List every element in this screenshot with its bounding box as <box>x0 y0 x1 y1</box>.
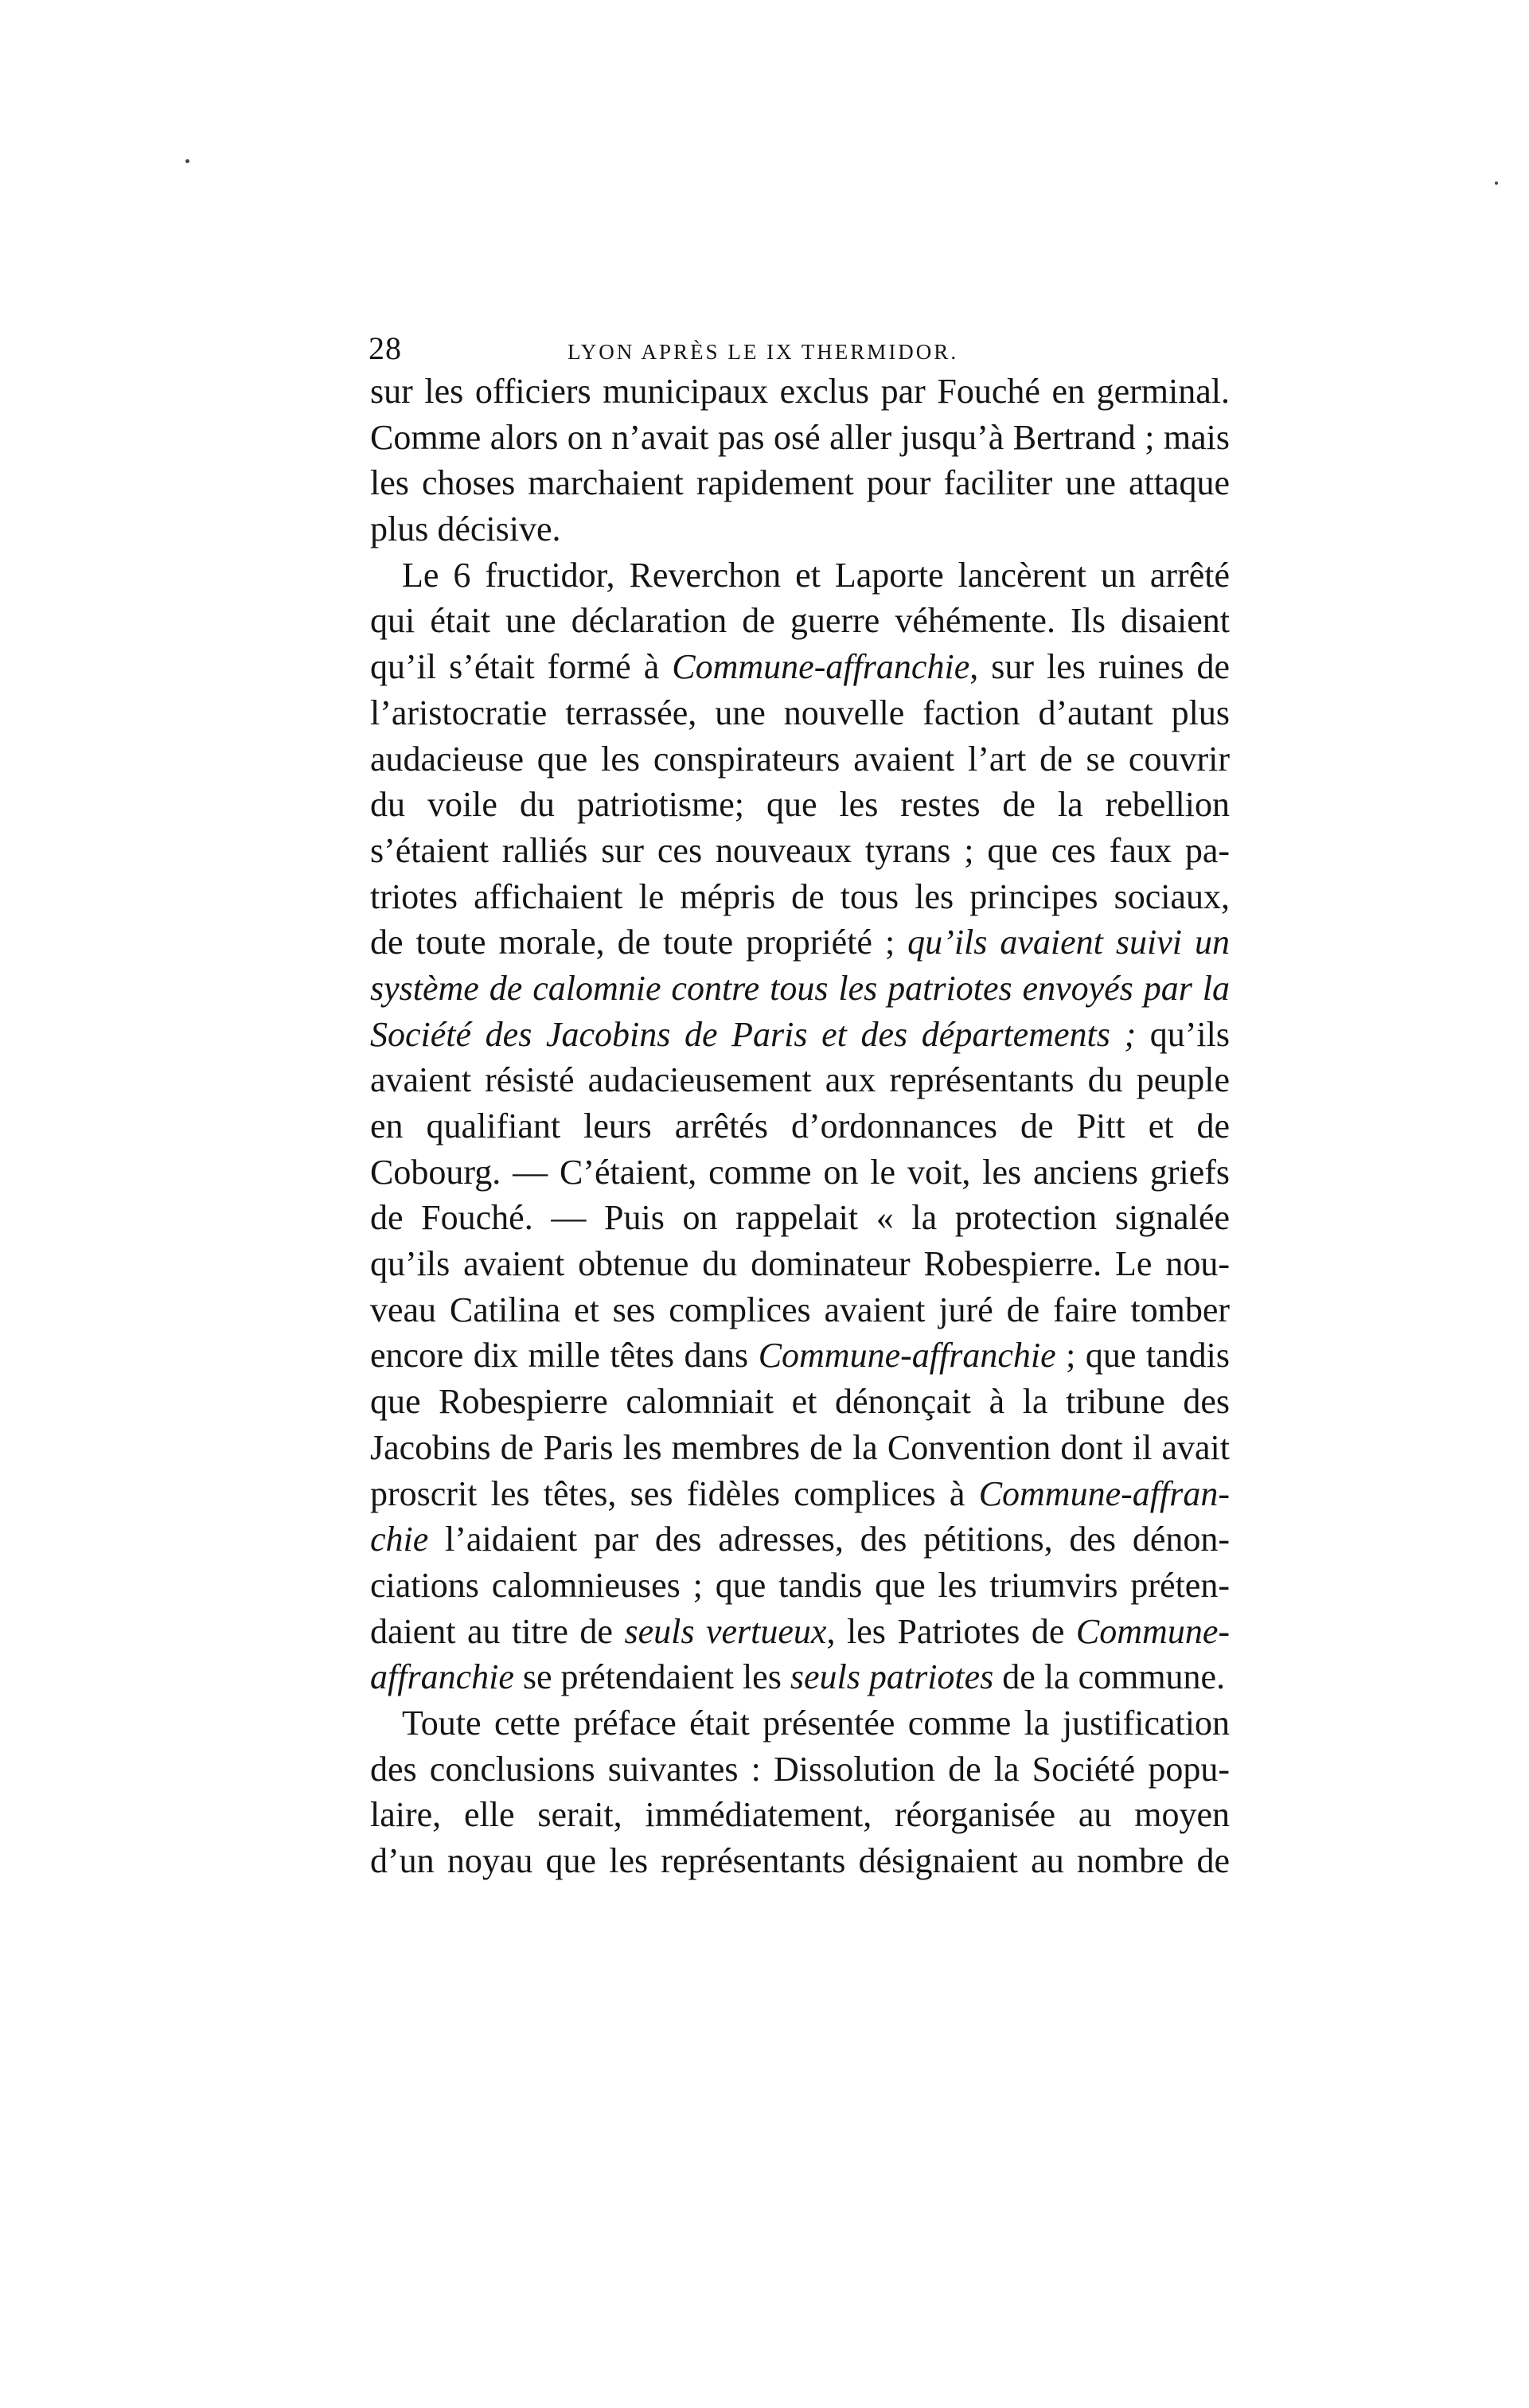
text-segment: , les Patriotes de <box>826 1611 1076 1651</box>
text-segment: se prétendaient les <box>513 1657 790 1697</box>
text-line <box>370 1012 1230 1058</box>
text-segment: des conclusions suivantes : Dissolution de la Société popu- <box>370 1749 1230 1789</box>
text-segment: de toute morale, de toute propriété ; <box>370 923 908 962</box>
text-segment: que Robespierre calomniait et dénonçait à la tribune des <box>370 1382 1230 1422</box>
body-text <box>370 369 1230 1884</box>
page-header <box>369 325 1228 373</box>
text-segment: l’aristocratie terrassée, une nouvelle faction d’autant plus <box>370 693 1230 732</box>
text-line <box>370 736 1230 783</box>
text-segment: de Fouché. — Puis on rappelait « la protection signalée <box>370 1198 1230 1238</box>
text-segment: avaient résisté audacieusement aux représentants du peuple <box>370 1060 1230 1100</box>
text-segment: qu’ils <box>1136 1014 1230 1054</box>
text-segment: du voile du patriotisme; que les restes de la rebellion <box>370 785 1230 825</box>
page-number: 28 <box>369 330 402 366</box>
italic-text: seuls patriotes <box>790 1657 994 1697</box>
text-line <box>370 1700 1230 1746</box>
text-line <box>370 1103 1230 1149</box>
text-line <box>370 1241 1230 1287</box>
italic-text: système de calomnie contre tous les patriotes envoyés par la <box>370 968 1230 1008</box>
italic-text: Commune-affran- <box>978 1473 1230 1513</box>
text-line <box>370 690 1230 736</box>
text-line <box>370 1195 1230 1241</box>
text-line <box>370 828 1230 874</box>
text-segment: ciations calomnieuses ; que tandis que les triumvirs préten- <box>370 1565 1230 1605</box>
text-segment: Le 6 fructidor, Reverchon et Laporte lancèrent un arrêté <box>402 555 1230 595</box>
italic-text: seuls vertueux <box>624 1611 827 1651</box>
italic-text: Société des Jacobins de Paris et des départements ; <box>370 1014 1137 1054</box>
italic-text: Commune-affranchie <box>758 1336 1056 1376</box>
italic-text: Commune- <box>1075 1611 1231 1651</box>
text-segment: daient au titre de <box>370 1611 625 1651</box>
text-segment: plus décisive. <box>370 509 561 549</box>
text-segment: veau Catilina et ses complices avaient juré de faire tomber <box>370 1290 1230 1329</box>
text-line <box>370 1471 1230 1517</box>
text-line <box>370 1379 1230 1425</box>
text-line <box>370 1149 1230 1196</box>
text-line <box>370 1609 1230 1655</box>
text-line <box>370 369 1230 415</box>
text-line <box>370 415 1230 461</box>
text-line <box>370 919 1230 966</box>
text-line <box>370 1563 1230 1609</box>
italic-text: Commune-affranchie <box>672 647 970 687</box>
text-segment: Cobourg. — C’étaient, comme on le voit, les anciens griefs <box>370 1152 1230 1192</box>
italic-text: qu’ils avaient suivi un <box>907 923 1230 962</box>
text-line <box>370 460 1230 506</box>
print-speck <box>185 159 189 163</box>
text-segment: ; que tandis <box>1055 1336 1230 1376</box>
text-segment: qu’il s’était formé à <box>370 647 673 687</box>
text-line <box>370 782 1230 828</box>
text-line <box>370 1654 1230 1700</box>
text-segment: d’un noyau que les représentants désignaient au nombre de <box>370 1841 1230 1880</box>
text-segment: Jacobins de Paris les membres de la Convention dont il avait <box>370 1427 1230 1467</box>
text-segment: triotes affichaient le mépris de tous les principes sociaux, <box>370 876 1230 916</box>
italic-text: chie <box>370 1520 429 1559</box>
text-segment: , sur les ruines de <box>969 647 1230 687</box>
text-line <box>370 1057 1230 1103</box>
text-segment: de la commune. <box>993 1657 1226 1697</box>
text-line <box>370 1792 1230 1838</box>
print-speck <box>1495 181 1498 185</box>
italic-text: affranchie <box>370 1657 514 1697</box>
text-segment: audacieuse que les conspirateurs avaient l’art de se couvrir <box>370 739 1230 779</box>
text-segment: s’étaient ralliés sur ces nouveaux tyrans ; que ces faux pa- <box>370 830 1230 870</box>
text-segment: les choses marchaient rapidement pour faciliter une attaque <box>370 463 1230 503</box>
text-segment: Comme alors on n’avait pas osé aller jusqu’à Bertrand ; mais <box>370 417 1230 457</box>
text-line <box>370 506 1230 552</box>
text-segment: Toute cette préface était présentée comme la justification <box>402 1703 1230 1743</box>
running-head: LYON APRÈS LE IX THERMIDOR. <box>568 340 959 364</box>
text-segment: sur les officiers municipaux exclus par Fouché en germinal. <box>370 372 1230 411</box>
text-line <box>370 1425 1230 1471</box>
text-line <box>370 1287 1230 1333</box>
text-segment: en qualifiant leurs arrêtés d’ordonnances de Pitt et de <box>370 1106 1230 1145</box>
text-segment: laire, elle serait, immédiatement, réorganisée au moyen <box>370 1795 1230 1835</box>
text-line <box>370 1746 1230 1793</box>
text-segment: encore dix mille têtes dans <box>370 1336 759 1376</box>
text-line <box>370 1333 1230 1379</box>
text-line <box>370 1516 1230 1563</box>
text-line <box>370 598 1230 644</box>
text-segment: qui était une déclaration de guerre véhémente. Ils disaient <box>370 601 1230 641</box>
text-line <box>370 552 1230 599</box>
text-line <box>370 874 1230 920</box>
text-segment: qu’ils avaient obtenue du dominateur Robespierre. Le nou- <box>370 1244 1230 1284</box>
text-segment: proscrit les têtes, ses fidèles complices à <box>370 1473 979 1513</box>
text-line <box>370 1838 1230 1884</box>
text-line <box>370 644 1230 690</box>
text-line <box>370 966 1230 1012</box>
text-segment: l’aidaient par des adresses, des pétitions, des dénon- <box>428 1520 1230 1559</box>
